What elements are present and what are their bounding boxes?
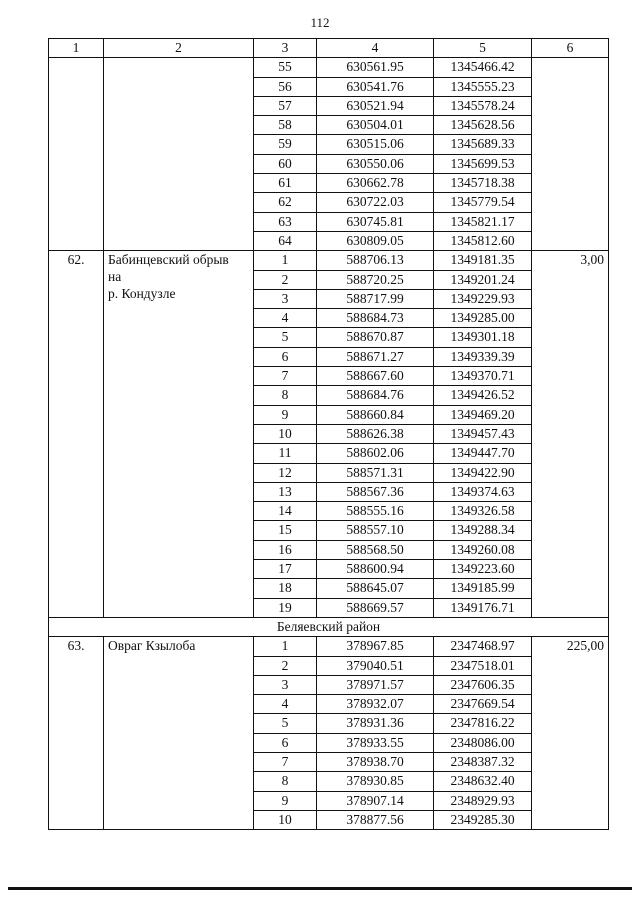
coordinates-table	[48, 38, 609, 830]
coord-y: 1349426.52	[434, 386, 532, 405]
point-number: 2	[254, 656, 317, 675]
coord-y: 2349285.30	[434, 810, 532, 829]
coord-y: 1349176.71	[434, 598, 532, 617]
point-number: 3	[254, 289, 317, 308]
coord-y: 1349181.35	[434, 251, 532, 270]
coord-y: 2348632.40	[434, 772, 532, 791]
coord-x: 588555.16	[317, 502, 434, 521]
coord-y: 1349285.00	[434, 309, 532, 328]
table-row	[49, 251, 609, 270]
coord-x: 630809.05	[317, 231, 434, 250]
point-number: 3	[254, 675, 317, 694]
coord-x: 630561.95	[317, 58, 434, 77]
point-number: 55	[254, 58, 317, 77]
coord-x: 588567.36	[317, 482, 434, 501]
point-number: 63	[254, 212, 317, 231]
point-number: 5	[254, 328, 317, 347]
coord-x: 378932.07	[317, 695, 434, 714]
coord-x: 630722.03	[317, 193, 434, 212]
point-number: 1	[254, 637, 317, 656]
point-number: 8	[254, 772, 317, 791]
bottom-rule	[8, 887, 632, 890]
point-number: 6	[254, 347, 317, 366]
coord-y: 1349223.60	[434, 560, 532, 579]
coord-x: 630521.94	[317, 96, 434, 115]
column-header: 3	[254, 39, 317, 58]
coord-x: 378930.85	[317, 772, 434, 791]
point-number: 11	[254, 444, 317, 463]
coord-x: 588626.38	[317, 424, 434, 443]
coord-y: 1349339.39	[434, 347, 532, 366]
coord-x: 588571.31	[317, 463, 434, 482]
object-number: 62.	[49, 251, 104, 618]
coord-x: 378907.14	[317, 791, 434, 810]
coord-y: 2348387.32	[434, 752, 532, 771]
point-number: 10	[254, 810, 317, 829]
object-number: 63.	[49, 637, 104, 830]
point-number: 9	[254, 791, 317, 810]
object-area: 225,00	[532, 637, 609, 830]
point-number: 10	[254, 424, 317, 443]
coord-x: 630504.01	[317, 116, 434, 135]
coord-y: 1349260.08	[434, 540, 532, 559]
coord-y: 1345628.56	[434, 116, 532, 135]
coord-x: 588671.27	[317, 347, 434, 366]
coord-x: 588684.76	[317, 386, 434, 405]
object-name	[104, 251, 254, 618]
coord-x: 378971.57	[317, 675, 434, 694]
table-row	[49, 637, 609, 656]
coord-x: 588557.10	[317, 521, 434, 540]
coord-y: 1349447.70	[434, 444, 532, 463]
point-number: 7	[254, 367, 317, 386]
coord-y: 2347468.97	[434, 637, 532, 656]
coord-x: 588684.73	[317, 309, 434, 328]
coord-y: 1349326.58	[434, 502, 532, 521]
point-number: 13	[254, 482, 317, 501]
coord-y: 1349288.34	[434, 521, 532, 540]
object-name	[104, 58, 254, 251]
coord-x: 588602.06	[317, 444, 434, 463]
object-area	[532, 58, 609, 251]
column-header: 4	[317, 39, 434, 58]
coordinates-table-body	[49, 39, 609, 830]
point-number: 7	[254, 752, 317, 771]
point-number: 19	[254, 598, 317, 617]
header-row	[49, 39, 609, 58]
point-number: 56	[254, 77, 317, 96]
coord-x: 630662.78	[317, 174, 434, 193]
coord-x: 378931.36	[317, 714, 434, 733]
coord-y: 1345821.17	[434, 212, 532, 231]
coord-x: 588660.84	[317, 405, 434, 424]
coord-y: 2347518.01	[434, 656, 532, 675]
coord-y: 2347606.35	[434, 675, 532, 694]
object-name-line: Овраг Кзылоба	[108, 638, 196, 654]
coord-y: 1345466.42	[434, 58, 532, 77]
point-number: 60	[254, 154, 317, 173]
point-number: 18	[254, 579, 317, 598]
coord-y: 1345779.54	[434, 193, 532, 212]
coord-y: 2348086.00	[434, 733, 532, 752]
coord-x: 630550.06	[317, 154, 434, 173]
point-number: 4	[254, 309, 317, 328]
coord-y: 1349201.24	[434, 270, 532, 289]
coord-x: 378877.56	[317, 810, 434, 829]
object-name-line: р. Кондузле	[108, 286, 176, 302]
coord-x: 630515.06	[317, 135, 434, 154]
coord-x: 630745.81	[317, 212, 434, 231]
point-number: 59	[254, 135, 317, 154]
coord-x: 630541.76	[317, 77, 434, 96]
column-header: 5	[434, 39, 532, 58]
coord-y: 1345578.24	[434, 96, 532, 115]
coord-y: 1349229.93	[434, 289, 532, 308]
point-number: 8	[254, 386, 317, 405]
point-number: 17	[254, 560, 317, 579]
section-row	[49, 617, 609, 636]
point-number: 14	[254, 502, 317, 521]
coord-x: 588600.94	[317, 560, 434, 579]
coord-x: 378933.55	[317, 733, 434, 752]
coord-y: 1349301.18	[434, 328, 532, 347]
coord-x: 378938.70	[317, 752, 434, 771]
point-number: 61	[254, 174, 317, 193]
point-number: 1	[254, 251, 317, 270]
coord-y: 1349469.20	[434, 405, 532, 424]
coord-y: 1345555.23	[434, 77, 532, 96]
point-number: 5	[254, 714, 317, 733]
coord-x: 588717.99	[317, 289, 434, 308]
point-number: 16	[254, 540, 317, 559]
coord-x: 588645.07	[317, 579, 434, 598]
point-number: 57	[254, 96, 317, 115]
coord-y: 2347816.22	[434, 714, 532, 733]
table-row	[49, 58, 609, 77]
coord-y: 1349422.90	[434, 463, 532, 482]
coord-y: 1349374.63	[434, 482, 532, 501]
object-area: 3,00	[532, 251, 609, 618]
coord-x: 588720.25	[317, 270, 434, 289]
coord-x: 378967.85	[317, 637, 434, 656]
object-name-line: Бабинцевский обрыв	[108, 252, 229, 268]
coord-x: 588669.57	[317, 598, 434, 617]
column-header: 1	[49, 39, 104, 58]
point-number: 6	[254, 733, 317, 752]
point-number: 64	[254, 231, 317, 250]
object-name-line: на	[108, 269, 122, 285]
coord-x: 379040.51	[317, 656, 434, 675]
coord-y: 2347669.54	[434, 695, 532, 714]
column-header: 6	[532, 39, 609, 58]
object-number	[49, 58, 104, 251]
object-name	[104, 637, 254, 830]
coord-y: 1349185.99	[434, 579, 532, 598]
coord-y: 1345812.60	[434, 231, 532, 250]
point-number: 4	[254, 695, 317, 714]
coord-y: 2348929.93	[434, 791, 532, 810]
coord-x: 588706.13	[317, 251, 434, 270]
point-number: 15	[254, 521, 317, 540]
point-number: 9	[254, 405, 317, 424]
column-header: 2	[104, 39, 254, 58]
coord-x: 588568.50	[317, 540, 434, 559]
point-number: 2	[254, 270, 317, 289]
coord-y: 1345689.33	[434, 135, 532, 154]
coord-x: 588667.60	[317, 367, 434, 386]
page-number: 112	[310, 15, 330, 30]
coord-y: 1345699.53	[434, 154, 532, 173]
point-number: 12	[254, 463, 317, 482]
coord-y: 1349370.71	[434, 367, 532, 386]
point-number: 62	[254, 193, 317, 212]
coord-x: 588670.87	[317, 328, 434, 347]
section-title: Беляевский район	[49, 617, 609, 636]
point-number: 58	[254, 116, 317, 135]
coord-y: 1345718.38	[434, 174, 532, 193]
coord-y: 1349457.43	[434, 424, 532, 443]
